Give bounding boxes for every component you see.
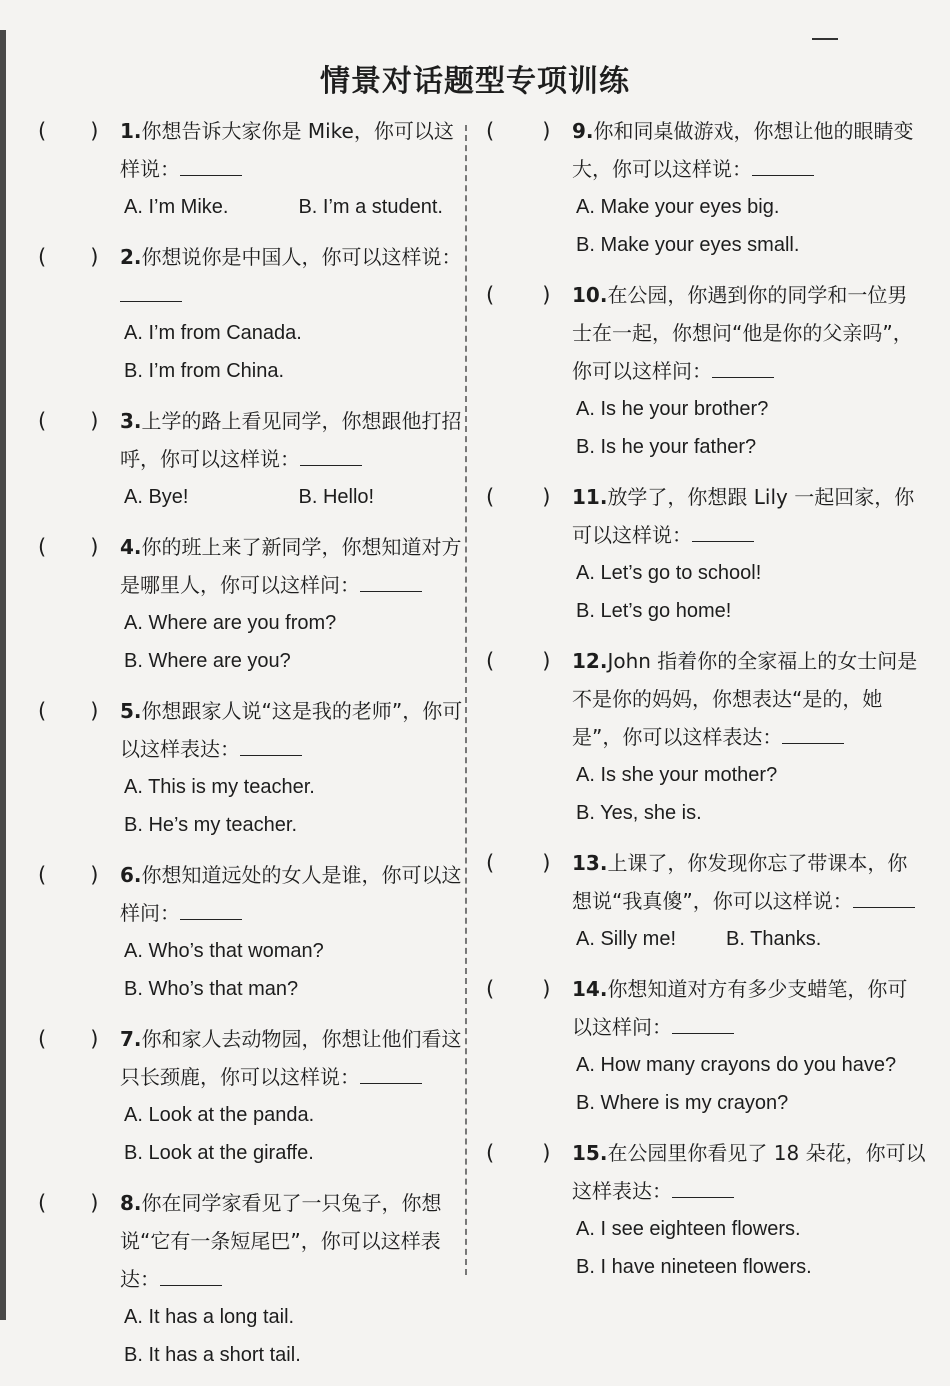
answer-blank-1[interactable]: ( ) xyxy=(38,119,99,143)
question-9 xyxy=(486,112,926,264)
fill-blank xyxy=(360,1065,422,1084)
question-2 xyxy=(38,238,468,390)
options-row xyxy=(120,478,468,516)
answer-blank-4[interactable]: ( ) xyxy=(38,535,99,559)
option-a: A. Look at the panda. xyxy=(124,1104,315,1126)
question-stem: 14.你想知道对方有多少支蜡笔，你可以这样问： xyxy=(572,977,908,1039)
right-column xyxy=(486,112,926,1298)
fill-blank xyxy=(853,889,915,908)
option-a: A. This is my teacher. xyxy=(124,776,315,798)
option-b: B. Hello! xyxy=(298,486,375,508)
answer-blank-6[interactable]: ( ) xyxy=(38,863,99,887)
page-title: 情景对话题型专项训练 xyxy=(320,64,630,99)
option-a: A. Who’s that woman? xyxy=(124,940,324,962)
fill-blank xyxy=(782,725,844,744)
question-stem: 3.上学的路上看见同学，你想跟他打招呼，你可以这样说： xyxy=(120,409,462,471)
fill-blank xyxy=(160,1267,222,1286)
question-7 xyxy=(38,1020,468,1172)
question-8 xyxy=(38,1184,468,1374)
question-stem: 8.你在同学家看见了一只兔子，你想说“它有一条短尾巴”，你可以这样表达： xyxy=(120,1191,442,1291)
question-stem: 2.你想说你是中国人，你可以这样说： xyxy=(120,238,468,314)
option-b: B. Yes, she is. xyxy=(576,802,702,824)
answer-blank-13[interactable]: ( ) xyxy=(486,851,551,875)
fill-blank xyxy=(360,573,422,592)
fill-blank xyxy=(752,157,814,176)
question-stem: 6.你想知道远处的女人是谁，你可以这样问： xyxy=(120,863,462,925)
answer-blank-12[interactable]: ( ) xyxy=(486,649,551,673)
answer-blank-14[interactable]: ( ) xyxy=(486,977,551,1001)
question-stem: 7.你和家人去动物园，你想让他们看这只长颈鹿，你可以这样说： xyxy=(120,1027,462,1089)
question-stem: 10.在公园，你遇到你的同学和一位男士在一起，你想问“他是你的父亲吗”，你可以这样问： xyxy=(572,283,913,383)
option-b: B. Let’s go home! xyxy=(576,600,732,622)
question-12 xyxy=(486,642,926,832)
option-b: B. Who’s that man? xyxy=(124,978,299,1000)
option-a: A. Let’s go to school! xyxy=(576,562,762,584)
page-edge-shadow xyxy=(0,30,6,1320)
question-stem: 15.在公园里你看见了 18 朵花，你可以这样表达： xyxy=(572,1141,926,1203)
fill-blank xyxy=(712,359,774,378)
option-a: A. It has a long tail. xyxy=(124,1306,295,1328)
option-a: A. Where are you from? xyxy=(124,612,337,634)
question-5 xyxy=(38,692,468,844)
question-6 xyxy=(38,856,468,1008)
fill-blank xyxy=(692,523,754,542)
option-b: B. Thanks. xyxy=(726,928,822,950)
question-1 xyxy=(38,112,468,226)
option-a: A. Bye! xyxy=(124,486,189,508)
options-row xyxy=(120,188,468,226)
answer-blank-9[interactable]: ( ) xyxy=(486,119,551,143)
question-11 xyxy=(486,478,926,630)
option-a: A. I see eighteen flowers. xyxy=(576,1218,801,1240)
top-dash-mark xyxy=(812,38,838,40)
answer-blank-7[interactable]: ( ) xyxy=(38,1027,99,1051)
question-4 xyxy=(38,528,468,680)
option-a: A. How many crayons do you have? xyxy=(576,1054,897,1076)
option-a: A. Make your eyes big. xyxy=(576,196,780,218)
option-b: B. I have nineteen flowers. xyxy=(576,1256,812,1278)
option-a: A. I’m Mike. xyxy=(124,196,229,218)
option-b: B. Where is my crayon? xyxy=(576,1092,789,1114)
fill-blank xyxy=(120,283,182,302)
answer-blank-15[interactable]: ( ) xyxy=(486,1141,551,1165)
option-b: B. It has a short tail. xyxy=(124,1344,301,1366)
question-stem: 1.你想告诉大家你是 Mike，你可以这样说： xyxy=(120,119,454,181)
question-stem: 5.你想跟家人说“这是我的老师”，你可以这样表达： xyxy=(120,699,463,761)
option-a: A. Silly me! xyxy=(576,928,677,950)
fill-blank xyxy=(300,447,362,466)
answer-blank-5[interactable]: ( ) xyxy=(38,699,99,723)
options-row xyxy=(572,920,926,958)
answer-blank-2[interactable]: ( ) xyxy=(38,245,99,269)
fill-blank xyxy=(672,1015,734,1034)
answer-blank-8[interactable]: ( ) xyxy=(38,1191,99,1215)
question-15 xyxy=(486,1134,926,1286)
fill-blank xyxy=(180,901,242,920)
question-10 xyxy=(486,276,926,466)
answer-blank-10[interactable]: ( ) xyxy=(486,283,551,307)
option-b: B. He’s my teacher. xyxy=(124,814,298,836)
option-a: A. Is he your brother? xyxy=(576,398,769,420)
question-13 xyxy=(486,844,926,958)
option-a: A. I’m from Canada. xyxy=(124,322,302,344)
question-3 xyxy=(38,402,468,516)
question-14 xyxy=(486,970,926,1122)
question-stem: 9.你和同桌做游戏，你想让他的眼睛变大，你可以这样说： xyxy=(572,119,914,181)
left-column xyxy=(38,112,468,1386)
option-b: B. Where are you? xyxy=(124,650,291,672)
answer-blank-11[interactable]: ( ) xyxy=(486,485,551,509)
fill-blank xyxy=(672,1179,734,1198)
option-b: B. I’m a student. xyxy=(298,196,443,218)
option-a: A. Is she your mother? xyxy=(576,764,778,786)
fill-blank xyxy=(180,157,242,176)
question-stem: 12.John 指着你的全家福上的女士问是不是你的妈妈，你想表达“是的，她是”，你可以这样表达： xyxy=(572,649,918,749)
option-b: B. Is he your father? xyxy=(576,436,757,458)
question-stem: 11.放学了，你想跟 Lily 一起回家，你可以这样说： xyxy=(572,485,915,547)
answer-blank-3[interactable]: ( ) xyxy=(38,409,99,433)
option-b: B. Make your eyes small. xyxy=(576,234,800,256)
option-b: B. Look at the giraffe. xyxy=(124,1142,314,1164)
option-b: B. I’m from China. xyxy=(124,360,285,382)
question-stem: 13.上课了，你发现你忘了带课本，你想说“我真傻”，你可以这样说： xyxy=(572,844,926,920)
fill-blank xyxy=(240,737,302,756)
question-stem: 4.你的班上来了新同学，你想知道对方是哪里人，你可以这样问： xyxy=(120,535,462,597)
